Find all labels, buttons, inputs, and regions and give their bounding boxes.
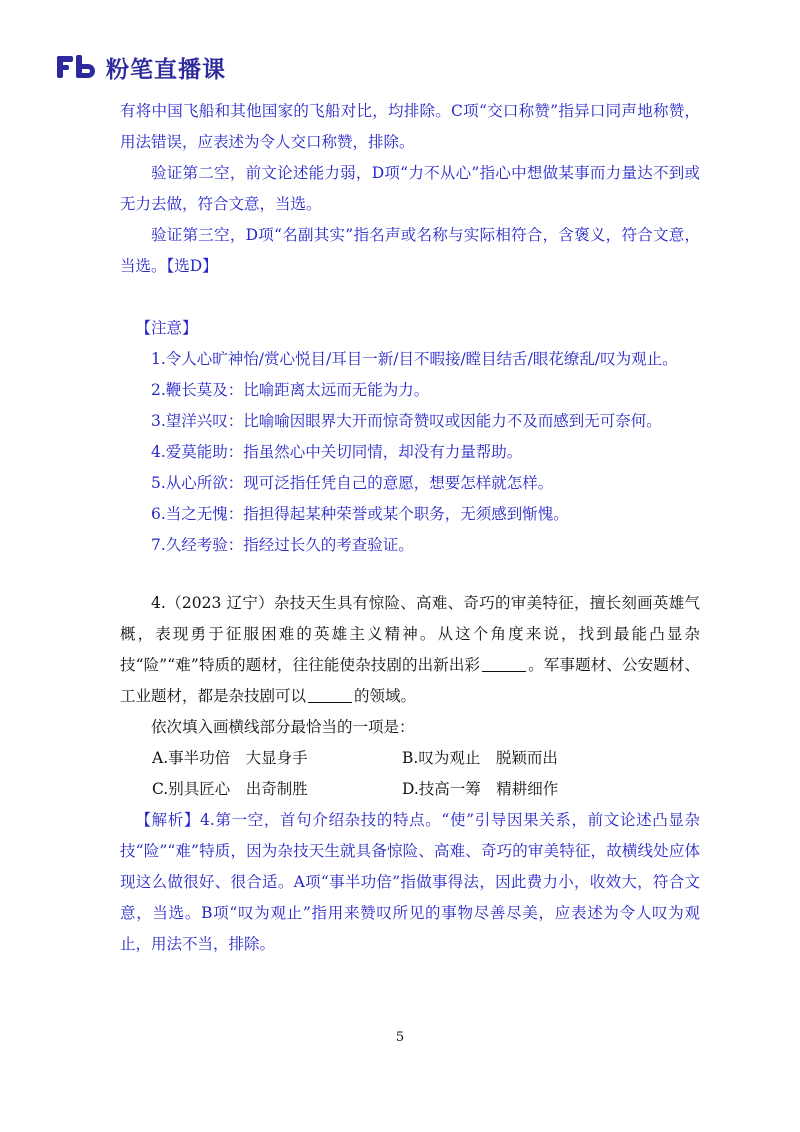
note-item-1: 1.令人心旷神怡/赏心悦目/耳目一新/目不暇接/瞠目结舌/眼花缭乱/叹为观止。 [151, 350, 678, 368]
page-number: 5 [395, 1030, 405, 1045]
analysis-continued-1: 有将中国飞船和其他国家的飞船对比，均排除。C项“交口称赞”指异口同声地称赞，用法错误，应表述为令人交口称赞，排除。 [120, 102, 700, 151]
brand-logo [56, 52, 226, 82]
brand-name: 粉笔直播课 [106, 56, 226, 83]
spacer [120, 561, 700, 588]
question-prompt: 依次填入画横线部分最恰当的一项是： [151, 718, 415, 736]
option-row-2 [120, 774, 700, 805]
analysis-continued-2: 验证第二空，前文论述能力弱，D项“力不从心”指心中想做某事而力量达不到或无力去做，符合文意，当选。 [120, 164, 700, 213]
spacer [120, 282, 700, 313]
question-stem-part-c: 的领域。 [354, 687, 417, 705]
question-stem-part-a: 4.（2023 辽宁）杂技天生具有惊险、高难、奇巧的审美特征，擅长刻画英雄气概，表现勇于征服困难的英雄主义精神。从这个角度来说，找到最能凸显杂技“险”“难”特质的题材，往往能使杂技剧的出新出彩 [120, 594, 700, 674]
answer-blank-2 [308, 688, 352, 703]
note-item-5: 5.从心所欲：现可泛指任凭自己的意愿，想要怎样就怎样。 [151, 474, 554, 492]
note-item-4: 4.爱莫能助：指虽然心中关切同情，却没有力量帮助。 [151, 443, 523, 461]
question-stem [120, 588, 700, 712]
option-row-1 [120, 743, 700, 774]
answer-blank-1 [482, 657, 526, 672]
page-content [120, 96, 700, 960]
note-item-2: 2.鞭长莫及：比喻距离太远而无能为力。 [151, 381, 430, 399]
note-item-3: 3.望洋兴叹：比喻喻因眼界大开而惊奇赞叹或因能力不及而感到无可奈何。 [151, 412, 662, 430]
analysis-continued-3: 验证第三空，D项“名副其实”指名声或名称与实际相符合，含褒义，符合文意，当选。【选D】 [120, 226, 700, 275]
question-stem-part-b: 。军事题材、公安题材、工业题材，都是杂技剧可以 [120, 656, 700, 705]
note-item-7: 7.久经考验：指经过长久的考查验证。 [151, 536, 414, 554]
analysis-text: 【解析】4.第一空，首句介绍杂技的特点。“使”引导因果关系，前文论述凸显杂技“险”“难”特质，因为杂技天生就具备惊险、高难、奇巧的审美特征，故横线处应体现这么做很好、很合适。A项“事半功倍”指做事得法，因此费力小，收效大，符合文意，当选。B项“叹为观止”指用来赞叹所见的事物尽善尽美，应表述为令人叹为观止，用法不当，排除。 [120, 811, 700, 953]
option-d: D.技高一筹 精耕细作 [402, 780, 559, 798]
option-a: A.事半功倍 大显身手 [152, 749, 308, 767]
fb-logo-icon [56, 53, 102, 81]
option-b: B.叹为观止 脱颖而出 [402, 749, 558, 767]
option-c: C.别具匠心 出奇制胜 [152, 780, 308, 798]
note-item-6: 6.当之无愧：指担得起某种荣誉或某个职务，无须感到惭愧。 [151, 505, 569, 523]
note-title: 【注意】 [135, 319, 198, 337]
